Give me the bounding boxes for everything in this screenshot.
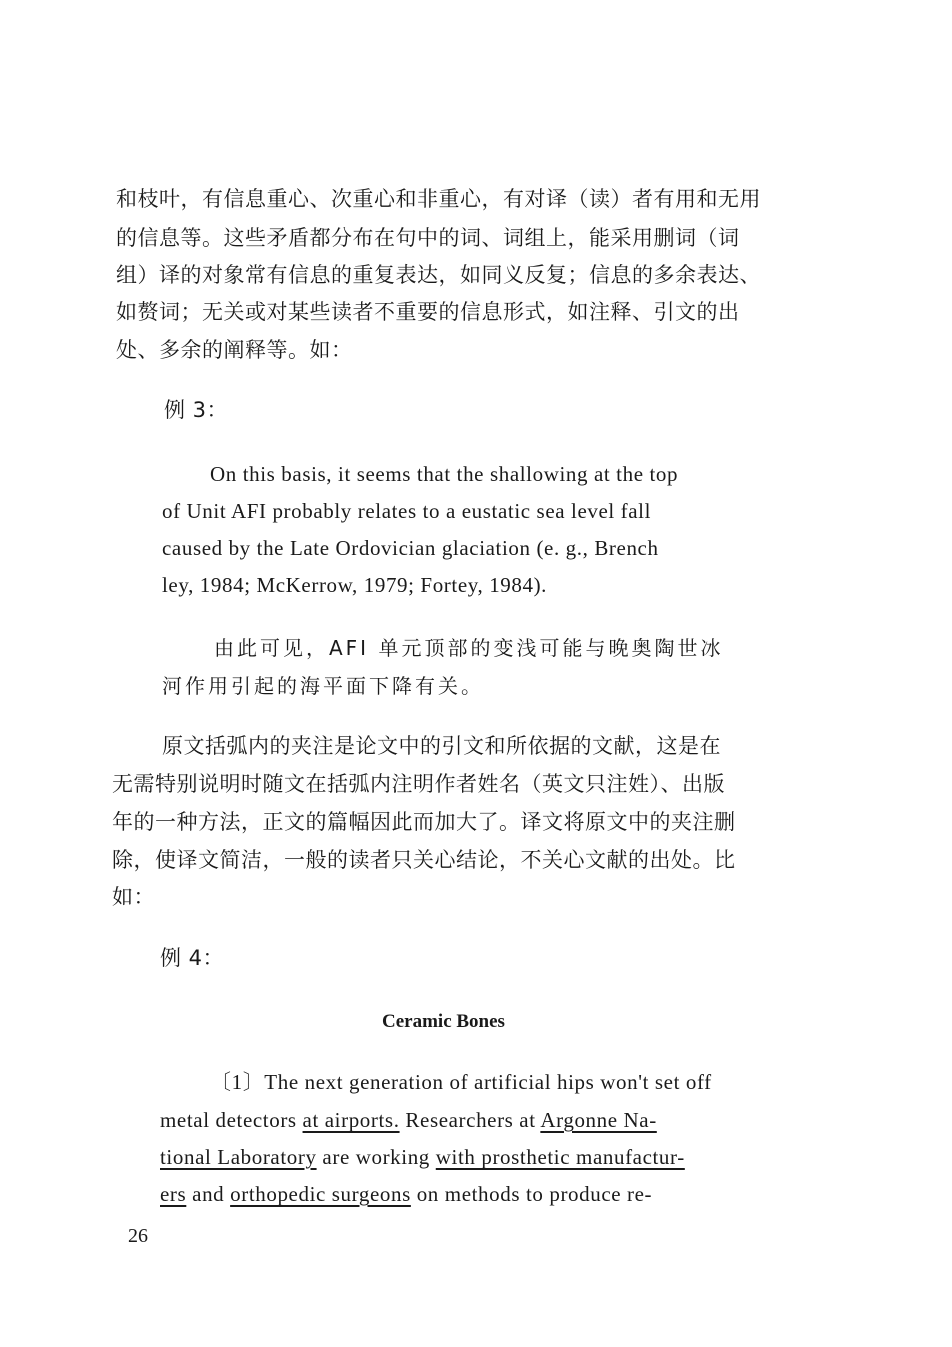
underlined-national-laboratory: tional Laboratory bbox=[160, 1145, 317, 1169]
underlined-orthopedic-surgeons: orthopedic surgeons bbox=[230, 1182, 411, 1206]
paragraph2-line4: 除，使译文简洁，一般的读者只关心结论，不关心文献的出处。比 bbox=[112, 848, 736, 872]
paragraph2-line2: 无需特别说明时随文在括弧内注明作者姓名（英文只注姓）、出版 bbox=[112, 772, 725, 796]
example4-title: Ceramic Bones bbox=[382, 1011, 505, 1032]
example4-line3 bbox=[160, 1147, 685, 1168]
example3-chinese-line2: 河作用引起的海平面下降有关。 bbox=[162, 674, 484, 698]
example4-line1: 〔1〕The next generation of artificial hips won't set off bbox=[210, 1070, 712, 1094]
paragraph1-line4: 如赘词；无关或对某些读者不重要的信息形式，如注释、引文的出 bbox=[116, 300, 740, 324]
example4-line2 bbox=[160, 1110, 657, 1131]
paragraph2-line1: 原文括弧内的夹注是论文中的引文和所依据的文献，这是在 bbox=[162, 734, 721, 758]
underlined-ers: ers bbox=[160, 1182, 187, 1206]
example3-english-line2: of Unit AFI probably relates to a eustatic sea level fall bbox=[162, 499, 652, 523]
paragraph1-line1: 和枝叶，有信息重心、次重心和非重心，有对译（读）者有用和无用 bbox=[116, 187, 761, 211]
line4-text-b: and bbox=[186, 1182, 231, 1206]
underlined-prosthetic-manufacturers: with prosthetic manufactur- bbox=[435, 1145, 685, 1169]
example4-line4 bbox=[160, 1184, 652, 1205]
example3-english-line3: caused by the Late Ordovician glaciation (e. g., Brench bbox=[162, 536, 659, 560]
example4-label: 例 4： bbox=[160, 946, 225, 970]
example3-label: 例 3： bbox=[164, 398, 229, 422]
line3-text-b: are working bbox=[316, 1145, 436, 1169]
paragraph1-line2: 的信息等。这些矛盾都分布在句中的词、词组上，能采用删词（词 bbox=[116, 226, 740, 250]
paragraph1-line3: 组）译的对象常有信息的重复表达，如同义反复；信息的多余表达、 bbox=[116, 263, 761, 287]
underlined-at-airports: at airports. bbox=[302, 1108, 400, 1132]
example3-english-line4: ley, 1984; McKerrow, 1979; Fortey, 1984). bbox=[162, 573, 548, 597]
paragraph1-line5: 处、多余的阐释等。如： bbox=[116, 338, 353, 362]
line2-text-c: Researchers at bbox=[399, 1108, 541, 1132]
page-number: 26 bbox=[128, 1225, 148, 1247]
paragraph2-line5: 如： bbox=[112, 885, 155, 909]
example3-chinese-line1: 由此可见，AFI 单元顶部的变浅可能与晚奥陶世冰 bbox=[214, 636, 724, 660]
line4-text-d: on methods to produce re- bbox=[410, 1182, 653, 1206]
underlined-argonne: Argonne Na- bbox=[540, 1108, 657, 1132]
example3-english-line1: On this basis, it seems that the shallowing at the top bbox=[210, 462, 679, 486]
line2-text-a: metal detectors bbox=[160, 1108, 303, 1132]
paragraph2-line3: 年的一种方法，正文的篇幅因此而加大了。译文将原文中的夹注删 bbox=[112, 810, 736, 834]
